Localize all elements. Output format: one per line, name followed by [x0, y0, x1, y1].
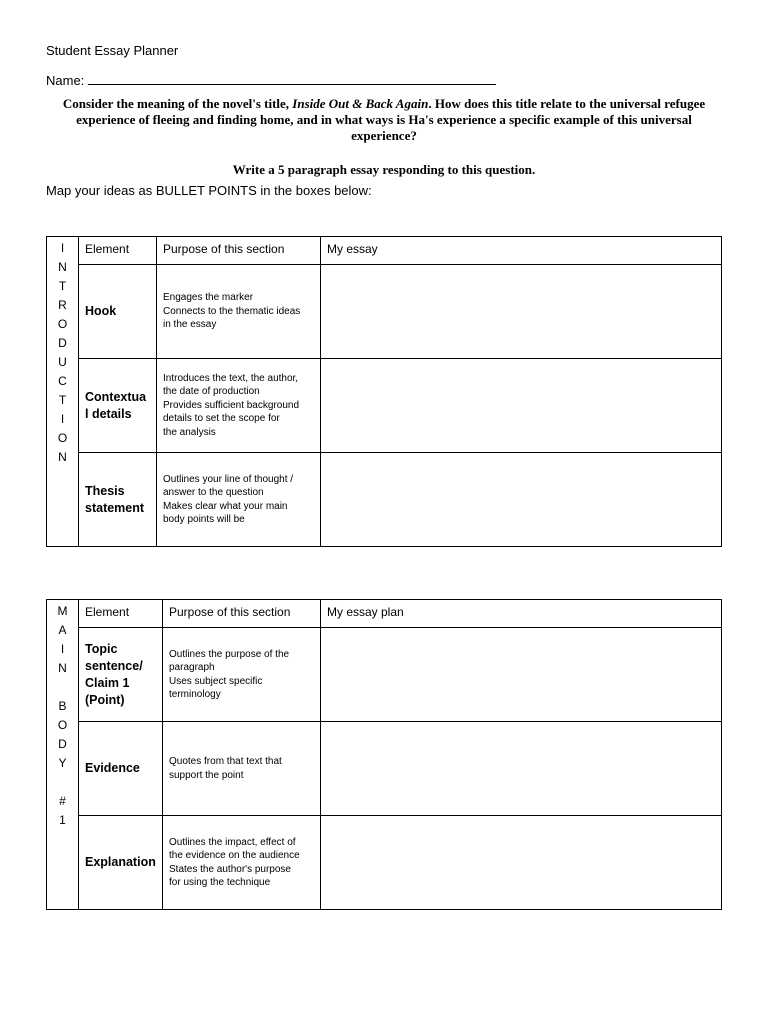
- cell-line: terminology: [169, 689, 221, 700]
- cell-line: answer to the question: [163, 487, 264, 498]
- name-blank-line: [88, 72, 496, 85]
- section-letter: I: [60, 642, 65, 656]
- cell-line: Contextua: [85, 389, 147, 404]
- introduction-planner-table: [46, 236, 722, 547]
- essay-instruction: Write a 5 paragraph essay responding to this question.: [232, 162, 536, 177]
- element-hook: [79, 265, 157, 359]
- my-essay-thesis-cell[interactable]: [321, 453, 722, 547]
- section-letter: T: [58, 393, 67, 407]
- cell-line: Hook: [85, 304, 117, 318]
- section-letter: 1: [59, 813, 66, 827]
- cell-line: Topic: [85, 641, 118, 656]
- section-letter: U: [58, 355, 67, 369]
- main-body-planner-table: [46, 599, 722, 910]
- header-purpose: Purpose of this section: [163, 600, 321, 628]
- my-essay-plan-explanation-cell[interactable]: [321, 816, 722, 910]
- element-explanation: [79, 816, 163, 910]
- section-letter: I: [60, 241, 65, 255]
- section-letter: [47, 678, 78, 697]
- element-thesis-statement: [79, 453, 157, 547]
- map-ideas-instruction: Map your ideas as BULLET POINTS in the boxes below:: [46, 183, 372, 198]
- cell-line: paragraph: [169, 662, 215, 673]
- cell-line: support the point: [169, 769, 244, 781]
- section-letter: #: [59, 794, 66, 808]
- cell-line: Uses subject specific: [169, 675, 263, 687]
- cell-line: the date of production: [163, 386, 260, 398]
- purpose-explanation: [163, 816, 321, 910]
- cell-line: details to set the scope for: [163, 413, 280, 425]
- section-letter: A: [58, 623, 67, 637]
- section-letter: N: [58, 260, 67, 274]
- element-contextual-details: [79, 359, 157, 453]
- purpose-topic-sentence: [163, 628, 321, 722]
- section-letter: D: [58, 336, 67, 350]
- cell-line: statement: [85, 500, 145, 515]
- name-field: [46, 72, 496, 88]
- cell-line: sentence/: [85, 658, 143, 673]
- section-letter: Y: [58, 756, 67, 770]
- header-element: Element: [79, 600, 163, 628]
- cell-line: Introduces the text, the author,: [163, 372, 299, 384]
- section-letter: B: [58, 699, 67, 713]
- cell-line: Provides sufficient background: [163, 399, 300, 411]
- cell-line: the evidence on the audience: [169, 850, 300, 861]
- section-letter: N: [58, 661, 67, 675]
- header-my-essay-plan: My essay plan: [321, 600, 722, 628]
- my-essay-plan-evidence-cell[interactable]: [321, 722, 722, 816]
- cell-line: Outlines the purpose of the: [169, 648, 290, 660]
- cell-line: (Point): [85, 692, 125, 707]
- cell-line: Claim 1: [85, 675, 130, 690]
- cell-line: Makes clear what your main: [163, 500, 288, 512]
- cell-line: l details: [85, 406, 132, 421]
- cell-line: Thesis: [85, 483, 125, 498]
- element-topic-sentence: [79, 628, 163, 722]
- cell-line: the analysis: [163, 426, 216, 438]
- my-essay-plan-topic-cell[interactable]: [321, 628, 722, 722]
- novel-title: Inside Out & Back Again: [292, 96, 429, 111]
- section-letter: R: [58, 298, 67, 312]
- cell-line: Explanation: [85, 855, 156, 869]
- my-essay-context-cell[interactable]: [321, 359, 722, 453]
- section-letter: N: [58, 450, 67, 464]
- purpose-hook: [157, 265, 321, 359]
- section-label-introduction: [47, 237, 79, 547]
- purpose-contextual-details: [157, 359, 321, 453]
- cell-line: in the essay: [163, 319, 217, 331]
- header-my-essay: My essay: [321, 237, 722, 265]
- cell-line: Outlines the impact, effect of: [169, 836, 296, 848]
- section-letter: O: [57, 431, 68, 445]
- section-letter: T: [58, 279, 67, 293]
- section-letter: I: [60, 412, 65, 426]
- prompt-part-1: Consider the meaning of the novel's title,: [62, 96, 293, 111]
- name-label: Name:: [46, 73, 85, 88]
- purpose-evidence: [163, 722, 321, 816]
- section-label-main-body: [47, 600, 79, 910]
- cell-line: States the author's purpose: [169, 863, 291, 875]
- cell-line: Quotes from that text that: [169, 756, 282, 767]
- cell-line: for using the technique: [169, 877, 271, 888]
- cell-line: body points will be: [163, 514, 245, 525]
- prompt-part-2: . How does this title relate to the universal refugee experience of fleeing and finding home, and in what ways is Ha's experience a specific example of this universal experience?: [76, 96, 706, 143]
- purpose-thesis-statement: [157, 453, 321, 547]
- cell-line: Outlines your line of thought /: [163, 473, 294, 485]
- header-element: Element: [79, 237, 157, 265]
- section-letter: M: [57, 604, 68, 618]
- my-essay-hook-cell[interactable]: [321, 265, 722, 359]
- element-evidence: [79, 722, 163, 816]
- cell-line: Evidence: [85, 761, 140, 775]
- section-letter: [47, 773, 78, 792]
- header-purpose: Purpose of this section: [157, 237, 321, 265]
- section-letter: O: [57, 718, 68, 732]
- section-letter: D: [58, 737, 67, 751]
- cell-line: Connects to the thematic ideas: [163, 305, 301, 317]
- section-letter: C: [58, 374, 67, 388]
- cell-line: Engages the marker: [163, 292, 254, 304]
- essay-prompt: [46, 96, 722, 144]
- document-title: Student Essay Planner: [46, 43, 179, 58]
- section-letter: O: [57, 317, 68, 331]
